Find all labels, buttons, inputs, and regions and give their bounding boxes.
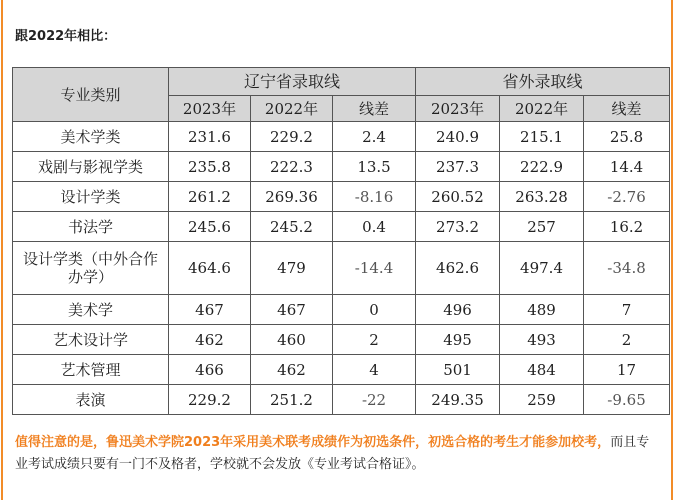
cell-value: 489 <box>500 295 584 325</box>
cell-category: 艺术管理 <box>13 355 169 385</box>
cell-category: 设计学类（中外合作办学） <box>13 242 169 295</box>
table-row <box>13 122 670 152</box>
cell-value: -34.8 <box>584 242 670 295</box>
note-paragraph <box>15 432 655 476</box>
cell-category: 美术学 <box>13 295 169 325</box>
section-heading: 跟2022年相比： <box>15 29 117 44</box>
cell-value: -14.4 <box>333 242 416 295</box>
cell-value: 235.8 <box>169 152 251 182</box>
header-diff: 线差 <box>584 96 670 122</box>
cell-value: 0.4 <box>333 212 416 242</box>
cell-value: 2 <box>333 325 416 355</box>
table-row <box>13 295 670 325</box>
cell-value: 25.8 <box>584 122 670 152</box>
cell-value: 462.6 <box>416 242 500 295</box>
table-row <box>13 212 670 242</box>
cell-value: 2.4 <box>333 122 416 152</box>
note-rest: 而且专业考试成绩只要有一门不及格者，学校就不会发放《专业考试合格证》。 <box>15 435 650 472</box>
cell-value: 462 <box>169 325 251 355</box>
cell-category: 表演 <box>13 385 169 415</box>
cell-value: -9.65 <box>584 385 670 415</box>
header-2023: 2023年 <box>169 96 251 122</box>
cell-value: 13.5 <box>333 152 416 182</box>
cell-value: -8.16 <box>333 182 416 212</box>
cell-value: 479 <box>251 242 333 295</box>
cell-category: 戏剧与影视学类 <box>13 152 169 182</box>
cell-value: 251.2 <box>251 385 333 415</box>
table-row <box>13 385 670 415</box>
cell-value: 257 <box>500 212 584 242</box>
cell-value: 484 <box>500 355 584 385</box>
cell-value: 16.2 <box>584 212 670 242</box>
cell-value: 497.4 <box>500 242 584 295</box>
header-category: 专业类别 <box>13 68 169 122</box>
cell-value: 222.3 <box>251 152 333 182</box>
table-row <box>13 182 670 212</box>
cell-value: 467 <box>251 295 333 325</box>
cell-value: 462 <box>251 355 333 385</box>
cell-value: 501 <box>416 355 500 385</box>
cell-value: 261.2 <box>169 182 251 212</box>
cell-value: 222.9 <box>500 152 584 182</box>
table-row <box>13 152 670 182</box>
cell-value: 495 <box>416 325 500 355</box>
header-diff: 线差 <box>333 96 416 122</box>
cell-value: 229.2 <box>169 385 251 415</box>
cell-value: 215.1 <box>500 122 584 152</box>
cell-category: 书法学 <box>13 212 169 242</box>
table-row <box>13 355 670 385</box>
cell-value: 464.6 <box>169 242 251 295</box>
cell-value: 2 <box>584 325 670 355</box>
cell-value: 466 <box>169 355 251 385</box>
cell-value: 231.6 <box>169 122 251 152</box>
cell-value: 259 <box>500 385 584 415</box>
cell-category: 设计学类 <box>13 182 169 212</box>
cell-value: -2.76 <box>584 182 670 212</box>
header-2023: 2023年 <box>416 96 500 122</box>
cell-value: 496 <box>416 295 500 325</box>
cell-value: 245.6 <box>169 212 251 242</box>
cell-value: 4 <box>333 355 416 385</box>
cell-value: 260.52 <box>416 182 500 212</box>
cell-value: 245.2 <box>251 212 333 242</box>
cell-value: 17 <box>584 355 670 385</box>
cell-value: 249.35 <box>416 385 500 415</box>
cell-value: 263.28 <box>500 182 584 212</box>
cell-value: 273.2 <box>416 212 500 242</box>
cell-value: 7 <box>584 295 670 325</box>
cell-value: 229.2 <box>251 122 333 152</box>
header-2022: 2022年 <box>251 96 333 122</box>
cell-value: 240.9 <box>416 122 500 152</box>
admission-score-table <box>12 67 670 415</box>
header-outside: 省外录取线 <box>416 68 670 96</box>
cell-category: 艺术设计学 <box>13 325 169 355</box>
header-liaoning: 辽宁省录取线 <box>169 68 416 96</box>
note-highlight: 值得注意的是，鲁迅美术学院2023年采用美术联考成绩作为初选条件，初选合格的考生才能参加校考， <box>15 435 611 450</box>
cell-value: 0 <box>333 295 416 325</box>
cell-category: 美术学类 <box>13 122 169 152</box>
cell-value: 460 <box>251 325 333 355</box>
cell-value: 14.4 <box>584 152 670 182</box>
cell-value: -22 <box>333 385 416 415</box>
cell-value: 237.3 <box>416 152 500 182</box>
cell-value: 467 <box>169 295 251 325</box>
table-row <box>13 325 670 355</box>
header-2022: 2022年 <box>500 96 584 122</box>
cell-value: 269.36 <box>251 182 333 212</box>
cell-value: 493 <box>500 325 584 355</box>
table-row <box>13 242 670 295</box>
